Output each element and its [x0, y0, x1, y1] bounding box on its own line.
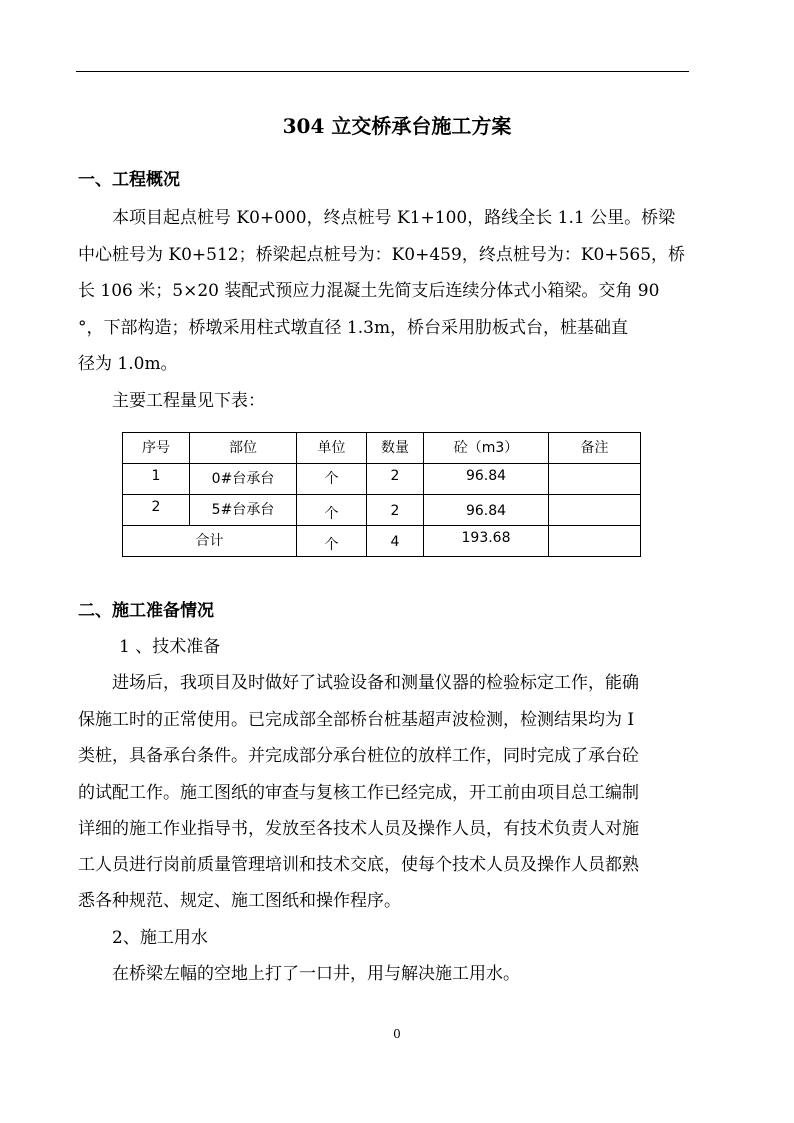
document-title: 304 立交桥承台施工方案 [282, 114, 512, 138]
table-cell: 个 [297, 495, 367, 526]
total-count-cell: 4 [367, 526, 424, 557]
tech-line-6: 工人员进行岗前质量管理培训和技术交底，使每个技术人员及操作人员都熟 [78, 855, 639, 875]
table-cell: 2 [367, 464, 424, 495]
table-cell: 96.84 [424, 495, 549, 526]
section-1-line-4: °，下部构造；桥墩采用柱式墩直径 1.3m，桥台采用肋板式台，桩基础直 [78, 318, 629, 338]
tech-line-2: 保施工时的正常使用。已完成部全部桥台桩基超声波检测，检测结果均为 I [78, 710, 635, 730]
header-rule [76, 71, 689, 72]
tech-line-5: 详细的施工作业指导书，发放至各技术人员及操作人员，有技术负责人对施 [78, 819, 639, 839]
water-line-1: 在桥梁左幅的空地上打了一口井，用与解决施工用水。 [112, 964, 520, 984]
table-cell: 2 [123, 495, 190, 526]
section-1-line-1: 本项目起点桩号 K0+000，终点桩号 K1+100，路线全长 1.1 公里。桥梁 [112, 208, 676, 228]
table-cell: 2 [367, 495, 424, 526]
table-row [123, 464, 641, 495]
header-cell-count: 数量 [367, 433, 424, 464]
header-cell-note: 备注 [549, 433, 641, 464]
total-note-cell [549, 526, 641, 557]
table-cell: 个 [297, 464, 367, 495]
table-row [123, 495, 641, 526]
table-cell: 96.84 [424, 464, 549, 495]
section-1-line-2: 中心桩号为 K0+512；桥梁起点桩号为：K0+459，终点桩号为：K0+565，桥 [78, 245, 686, 265]
section-1-line-3: 长 106 米；5×20 装配式预应力混凝土先简支后连续分体式小箱梁。交角 90 [78, 281, 660, 301]
section-1-heading: 一、工程概况 [78, 170, 180, 190]
total-volume-cell: 193.68 [424, 526, 549, 557]
subsection-water-heading: 2、施工用水 [112, 928, 208, 948]
section-1-line-5: 径为 1.0m。 [78, 354, 178, 374]
table-intro: 主要工程量见下表： [112, 391, 265, 411]
section-2-heading: 二、施工准备情况 [78, 601, 214, 621]
table-cell [549, 495, 641, 526]
header-cell-volume: 砼（m3） [424, 433, 549, 464]
header-cell-unit: 单位 [297, 433, 367, 464]
header-cell-index: 序号 [123, 433, 190, 464]
table-cell: 5#台承台 [190, 495, 297, 526]
subsection-tech-heading: 1 、技术准备 [119, 637, 221, 657]
total-label-cell: 合计 [123, 526, 297, 557]
page-number: 0 [393, 1027, 401, 1041]
header-cell-part: 部位 [190, 433, 297, 464]
quantity-table [122, 432, 641, 557]
table-cell [549, 464, 641, 495]
tech-line-4: 的试配工作。施工图纸的审查与复核工作已经完成，开工前由项目总工编制 [78, 783, 639, 803]
total-unit-cell: 个 [297, 526, 367, 557]
tech-line-1: 进场后，我项目及时做好了试验设备和测量仪器的检验标定工作，能确 [112, 673, 639, 693]
tech-line-7: 悉各种规范、规定、施工图纸和操作程序。 [78, 891, 401, 911]
table-cell: 1 [123, 464, 190, 495]
tech-line-3: 类桩，具备承台条件。并完成部分承台桩位的放样工作，同时完成了承台砼 [78, 746, 639, 766]
table-total-row [123, 526, 641, 557]
table-cell: 0#台承台 [190, 464, 297, 495]
table-header-row [123, 433, 641, 464]
